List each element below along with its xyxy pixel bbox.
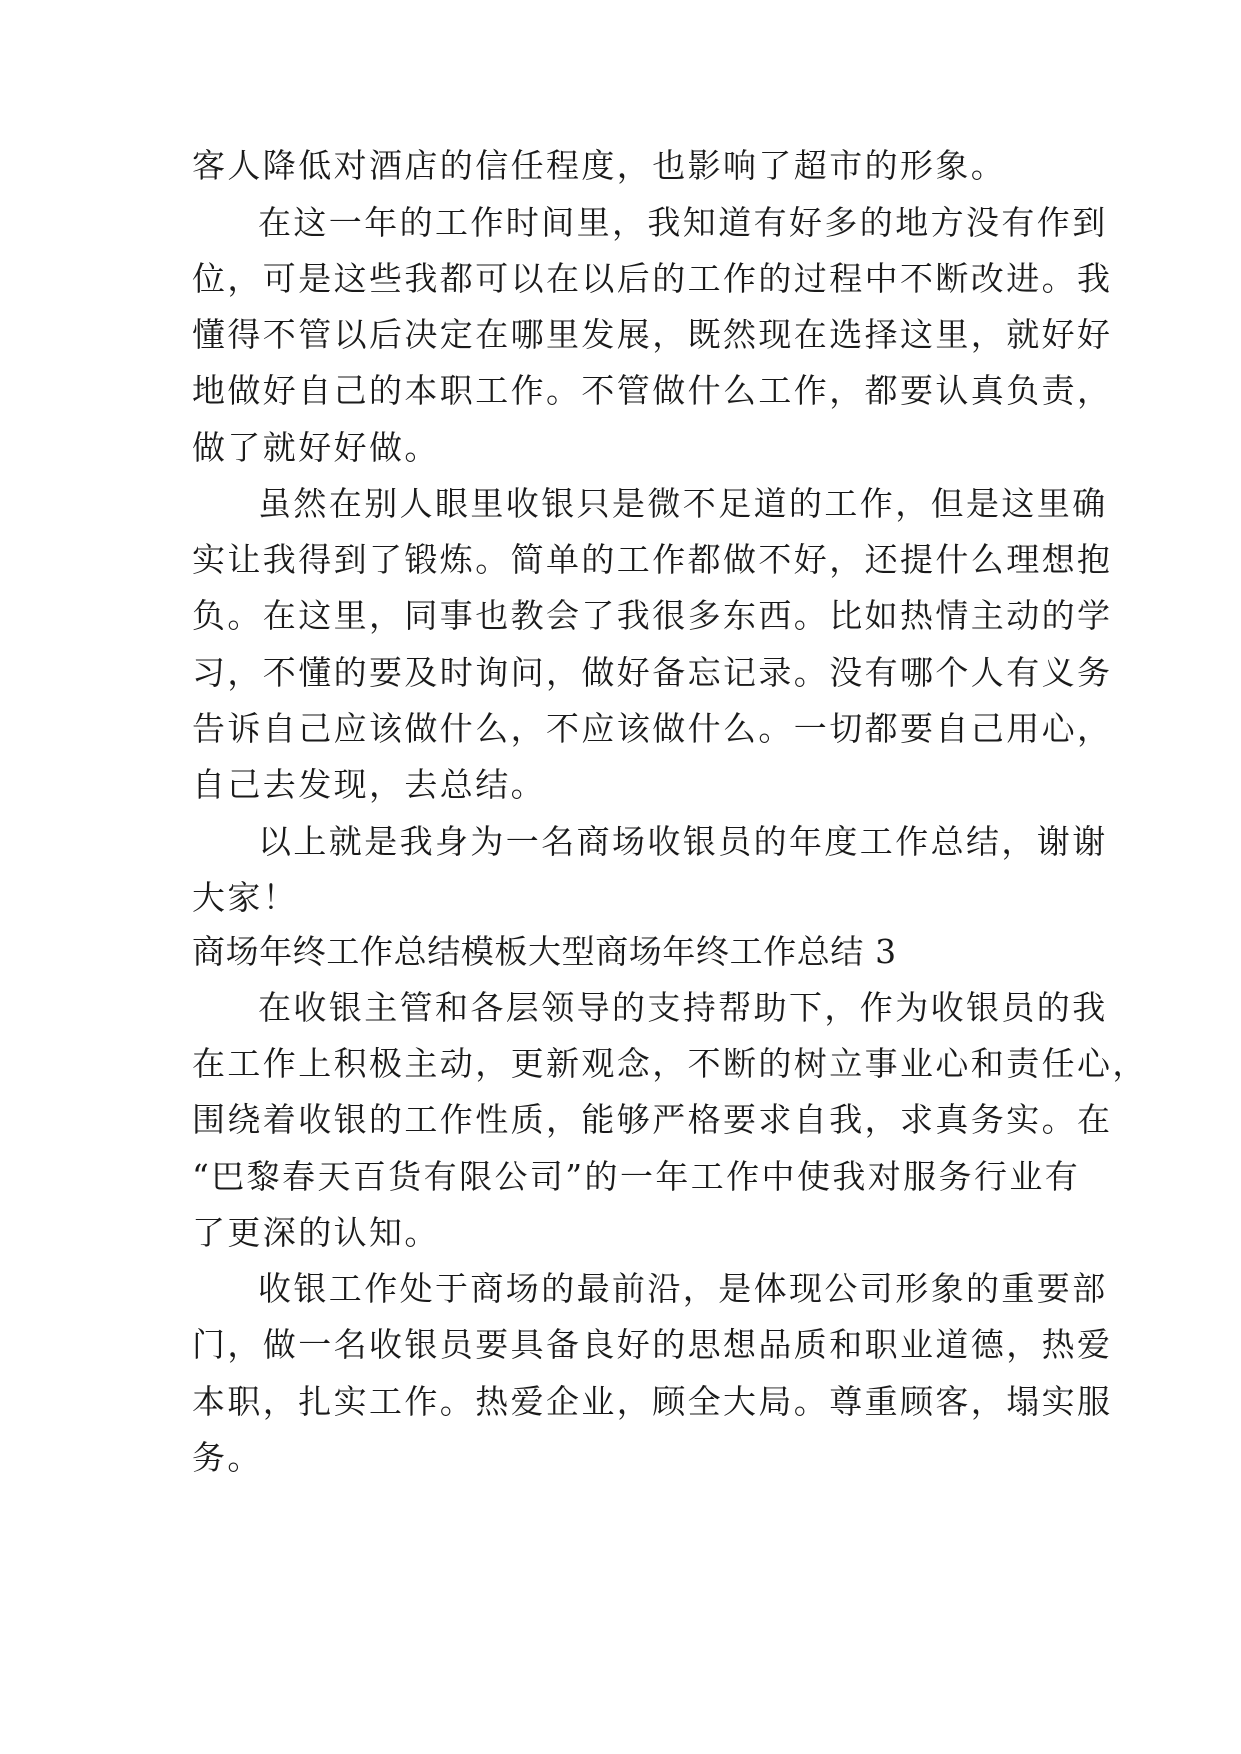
section-heading: 商场年终工作总结模板大型商场年终工作总结 3	[192, 932, 897, 971]
text-line: 大家！	[192, 878, 299, 917]
paragraph-first-line: 在收银主管和各层领导的支持帮助下，作为收银员的我	[258, 988, 1108, 1027]
paragraph-first-line: 收银工作处于商场的最前沿，是体现公司形象的重要部	[258, 1269, 1108, 1308]
paragraph-first-line: 以上就是我身为一名商场收银员的年度工作总结，谢谢	[258, 822, 1108, 861]
text-line: “巴黎春天百货有限公司”的一年工作中使我对服务行业有	[192, 1157, 1081, 1196]
text-line: 地做好自己的本职工作。不管做什么工作，都要认真负责，	[192, 371, 1113, 410]
text-line: 在工作上积极主动，更新观念，不断的树立事业心和责任心，	[192, 1044, 1148, 1083]
text-line: 做了就好好做。	[192, 428, 440, 467]
text-line: 习，不懂的要及时询问，做好备忘记录。没有哪个人有义务	[192, 653, 1113, 692]
text-line: 告诉自己应该做什么，不应该做什么。一切都要自己用心，	[192, 709, 1113, 748]
paragraph-first-line: 在这一年的工作时间里，我知道有好多的地方没有作到	[258, 203, 1108, 242]
text-line: 了更深的认知。	[192, 1213, 440, 1252]
text-line: 本职，扎实工作。热爱企业，顾全大局。尊重顾客，塌实服	[192, 1382, 1113, 1421]
text-line: 围绕着收银的工作性质，能够严格要求自我，求真务实。在	[192, 1100, 1113, 1139]
text-line: 位，可是这些我都可以在以后的工作的过程中不断改进。我	[192, 259, 1113, 298]
text-line: 门，做一名收银员要具备良好的思想品质和职业道德，热爱	[192, 1325, 1113, 1364]
text-line: 实让我得到了锻炼。简单的工作都做不好，还提什么理想抱	[192, 540, 1113, 579]
text-line: 懂得不管以后决定在哪里发展，既然现在选择这里，就好好	[192, 315, 1113, 354]
text-line: 务。	[192, 1438, 263, 1477]
text-line: 客人降低对酒店的信任程度，也影响了超市的形象。	[192, 146, 1007, 185]
text-line: 自己去发现，去总结。	[192, 765, 546, 804]
text-line: 负。在这里，同事也教会了我很多东西。比如热情主动的学	[192, 596, 1113, 635]
paragraph-first-line: 虽然在别人眼里收银只是微不足道的工作，但是这里确	[258, 484, 1108, 523]
